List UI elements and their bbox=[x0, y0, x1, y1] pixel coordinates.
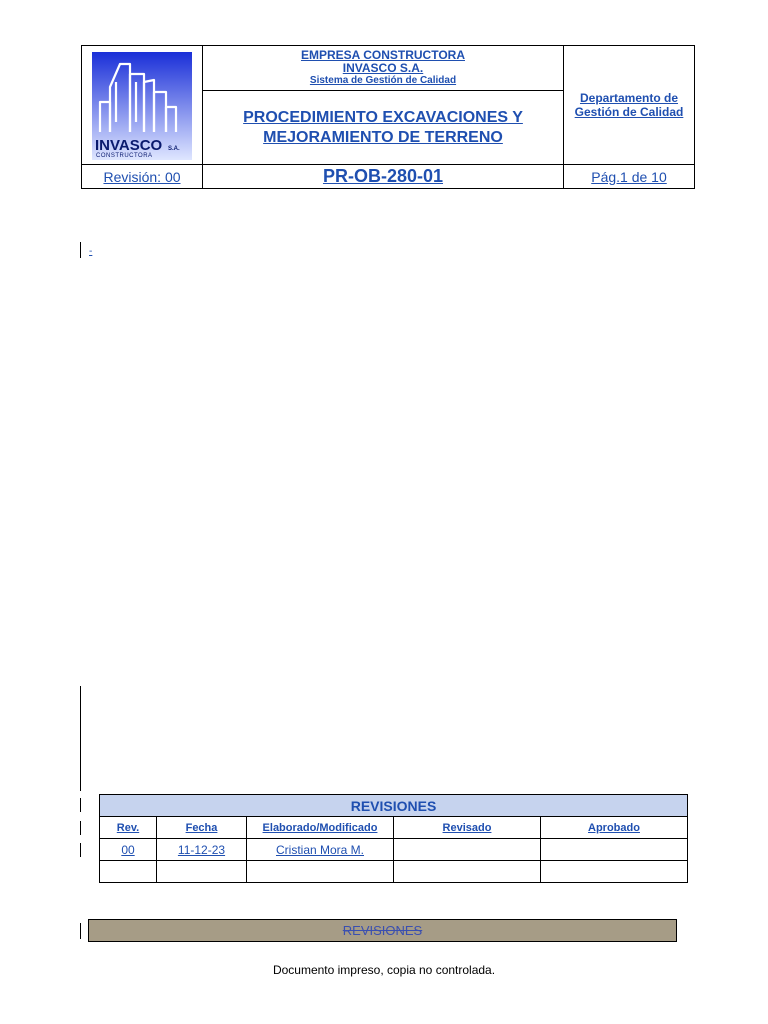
svg-text:S.A.: S.A. bbox=[168, 146, 180, 152]
table-cell bbox=[394, 861, 541, 883]
logo-cell bbox=[82, 46, 203, 165]
department-cell bbox=[564, 46, 695, 165]
table-cell: Cristian Mora M. bbox=[247, 839, 394, 861]
procedure-title-line-1: PROCEDIMIENTO EXCAVACIONES Y bbox=[243, 108, 523, 126]
column-header: Aprobado bbox=[541, 817, 688, 839]
change-bar bbox=[80, 843, 81, 857]
document-code: PR-OB-280-01 bbox=[322, 166, 444, 186]
table-row bbox=[100, 861, 688, 883]
column-header: Fecha bbox=[157, 817, 247, 839]
table-row bbox=[100, 839, 688, 861]
change-bar bbox=[80, 821, 81, 835]
table-cell: 11-12-23 bbox=[157, 839, 247, 861]
table-cell bbox=[100, 861, 157, 883]
code-cell bbox=[203, 165, 564, 189]
revisions-caption: REVISIONES bbox=[100, 795, 688, 817]
revision-cell bbox=[82, 165, 203, 189]
marker-dash: - bbox=[89, 246, 93, 257]
change-bar bbox=[80, 923, 81, 939]
column-header: Elaborado/Modificado bbox=[247, 817, 394, 839]
revisions-deleted-bar: REVISIONES bbox=[88, 919, 677, 942]
change-bar bbox=[80, 798, 81, 812]
table-cell bbox=[541, 839, 688, 861]
page-cell bbox=[564, 165, 695, 189]
svg-text:CONSTRUCTORA: CONSTRUCTORA bbox=[96, 153, 153, 159]
quality-system-label: Sistema de Gestión de Calidad bbox=[309, 75, 457, 86]
svg-text:INVASCO: INVASCO bbox=[95, 137, 163, 154]
company-legal-name: INVASCO S.A. bbox=[342, 61, 424, 75]
company-cell bbox=[203, 46, 564, 91]
change-bar bbox=[80, 242, 81, 258]
revision-number: Revisión: 00 bbox=[103, 168, 181, 185]
department-line-2: Gestión de Calidad bbox=[574, 105, 684, 119]
column-header: Revisado bbox=[394, 817, 541, 839]
change-bar bbox=[80, 686, 81, 791]
title-cell bbox=[203, 91, 564, 165]
company-name: EMPRESA CONSTRUCTORA bbox=[300, 48, 465, 62]
procedure-title-line-2: MEJORAMIENTO DE TERRENO bbox=[263, 128, 503, 146]
revisions-table bbox=[99, 794, 688, 883]
document-header bbox=[81, 45, 695, 189]
table-cell bbox=[394, 839, 541, 861]
department-line-1: Departamento de bbox=[579, 91, 679, 105]
table-cell bbox=[157, 861, 247, 883]
page-number: Pág.1 de 10 bbox=[591, 168, 667, 185]
table-cell bbox=[541, 861, 688, 883]
table-cell: 00 bbox=[100, 839, 157, 861]
footer-note: Documento impreso, copia no controlada. bbox=[272, 963, 496, 977]
column-header: Rev. bbox=[100, 817, 157, 839]
table-cell bbox=[247, 861, 394, 883]
invasco-logo bbox=[92, 52, 192, 160]
